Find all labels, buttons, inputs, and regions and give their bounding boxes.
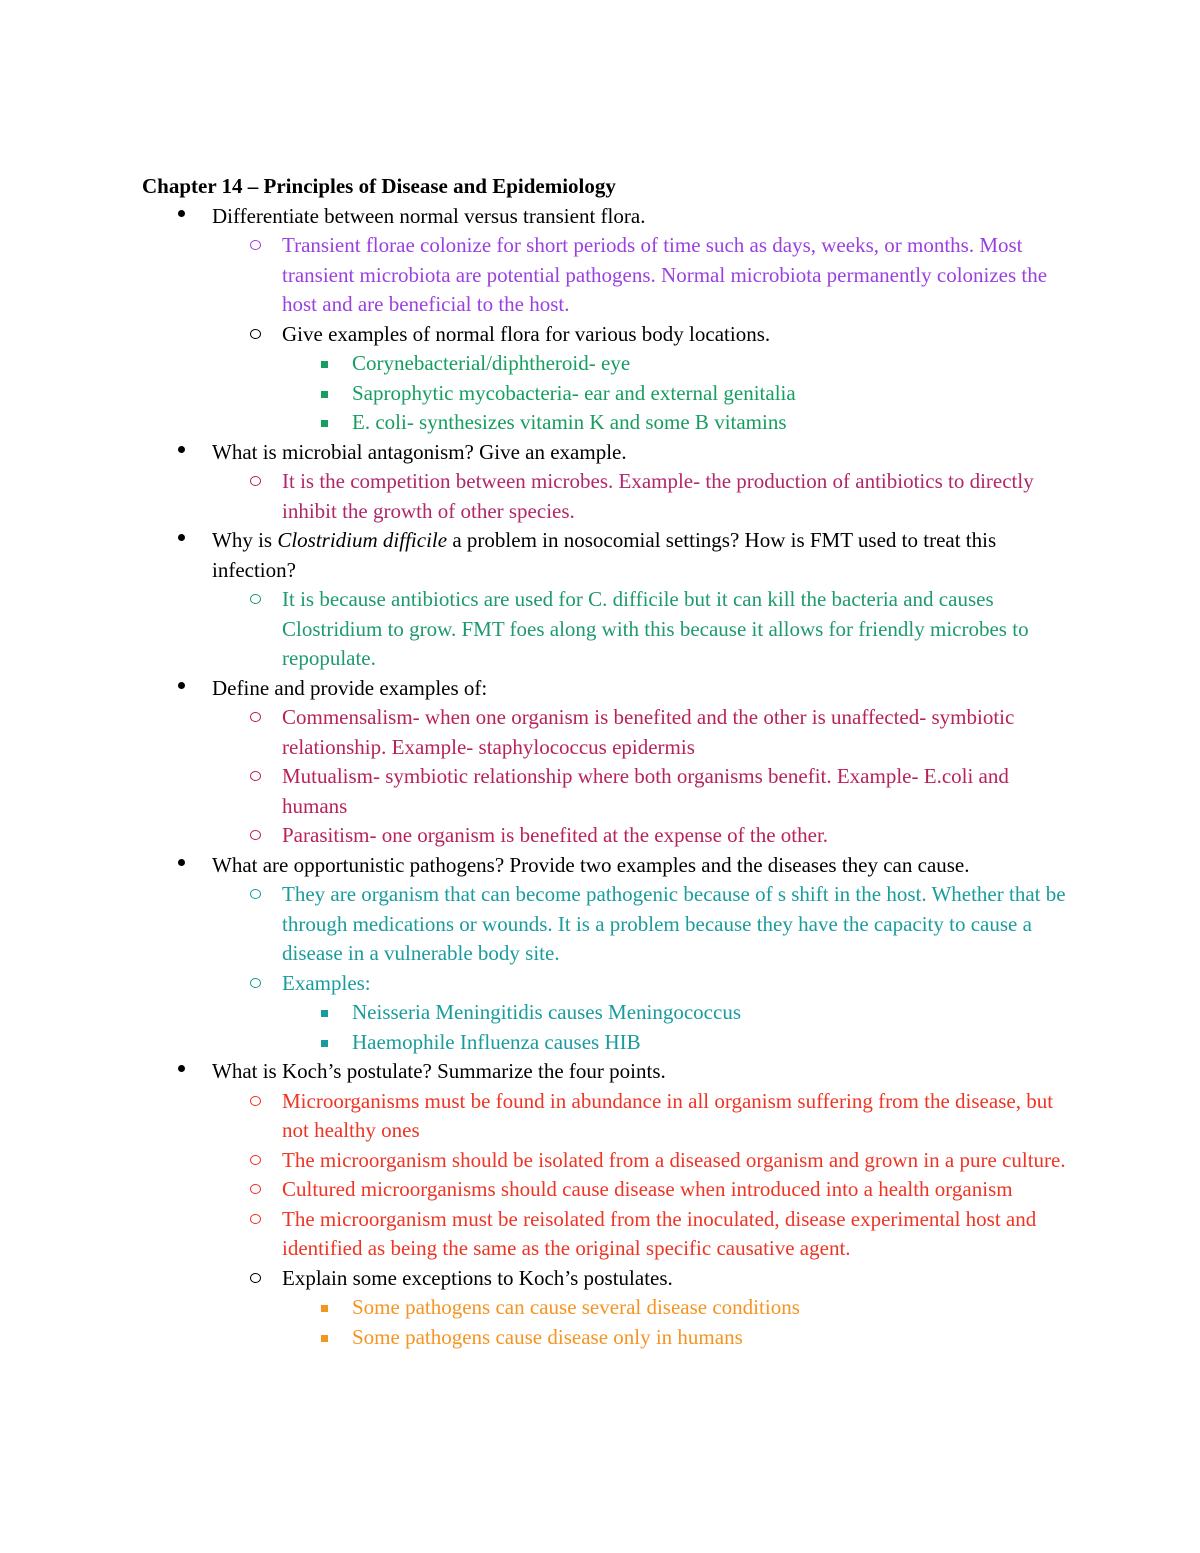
bullet-square-icon	[321, 1010, 328, 1017]
example-text: Corynebacterial/diphtheroid- eye	[352, 351, 631, 375]
postulate-text: The microorganism should be isolated from a diseased organism and grown in a pure culture.	[282, 1147, 1066, 1172]
list-item	[142, 821, 1072, 851]
question-opportunistic-pathogens	[142, 851, 1072, 881]
definition-text: Commensalism- when one organism is benefited and the other is unaffected- symbiotic relationship. Example- staphylococcus epidermis	[282, 705, 1015, 759]
bullet-dot-icon	[178, 534, 185, 541]
examples-label-item	[142, 969, 1072, 999]
question-define-relationships	[142, 674, 1072, 704]
examples-label: Examples:	[282, 970, 371, 995]
subquestion-koch-exceptions	[142, 1264, 1072, 1294]
subquestion-text: Explain some exceptions to Koch’s postulates.	[282, 1265, 673, 1290]
list-item	[142, 998, 1072, 1028]
bullet-dot-icon	[178, 1065, 185, 1072]
document-body	[142, 172, 1072, 1352]
exception-text: Some pathogens cause disease only in humans	[352, 1324, 743, 1349]
bullet-circle-icon	[250, 1214, 261, 1224]
bullet-circle-icon	[250, 830, 261, 840]
question-text-end: a problem in nosocomial settings? How is FMT used to treat this infection?	[212, 528, 997, 582]
answer-opportunistic-pathogens	[142, 880, 1072, 969]
question-kochs-postulate	[142, 1057, 1072, 1087]
question-text: What is Koch’s postulate? Summarize the four points.	[212, 1059, 666, 1083]
list-item	[142, 349, 1072, 379]
example-text: Saprophytic mycobacteria- ear and external genitalia	[352, 380, 796, 405]
bullet-square-icon	[321, 1305, 328, 1312]
list-item	[142, 1293, 1072, 1323]
bullet-circle-icon	[250, 240, 261, 250]
bullet-dot-icon	[178, 682, 185, 689]
answer-clostridium-difficile	[142, 585, 1072, 674]
bullet-square-icon	[321, 1335, 328, 1342]
question-text: What are opportunistic pathogens? Provide two examples and the diseases they can cause.	[212, 852, 970, 877]
list-item	[142, 408, 1072, 438]
question-list	[142, 202, 1072, 1353]
list-item	[142, 1146, 1072, 1176]
postulate-text: The microorganism must be reisolated from the inoculated, disease experimental host and identified as being the same as the original specific causative agent.	[282, 1206, 1037, 1260]
question-text: What is microbial antagonism? Give an example.	[212, 439, 627, 464]
list-item	[142, 703, 1072, 762]
question-text-start: Why is	[212, 528, 278, 552]
answer-microbial-antagonism	[142, 467, 1072, 526]
example-text: Haemophile Influenza causes HIB	[352, 1029, 641, 1054]
list-item	[142, 762, 1072, 821]
bullet-circle-icon	[250, 329, 261, 339]
bullet-square-icon	[321, 361, 328, 368]
subquestion-normal-flora-examples	[142, 320, 1072, 350]
question-microbial-antagonism	[142, 438, 1072, 468]
list-item	[142, 379, 1072, 409]
list-item	[142, 1087, 1072, 1146]
question-text: Define and provide examples of:	[212, 675, 488, 700]
exception-text: Some pathogens can cause several disease conditions	[352, 1295, 800, 1319]
subquestion-text: Give examples of normal flora for various body locations.	[282, 321, 771, 346]
postulate-text: Cultured microorganisms should cause disease when introduced into a health organism	[282, 1177, 1013, 1201]
bullet-circle-icon	[250, 978, 261, 988]
list-item	[142, 1323, 1072, 1353]
question-clostridium-difficile	[142, 526, 1072, 585]
example-text: E. coli- synthesizes vitamin K and some B vitamins	[352, 410, 787, 434]
answer-text: They are organism that can become pathogenic because of s shift in the host. Whether that be through medications or wounds. It is a problem because they have the capacity to cause a disease in a vulnerable body site.	[282, 882, 1066, 965]
bullet-square-icon	[321, 391, 328, 398]
bullet-circle-icon	[250, 1096, 261, 1106]
bullet-circle-icon	[250, 594, 261, 604]
list-item	[142, 1175, 1072, 1205]
bullet-square-icon	[321, 1040, 328, 1047]
bullet-circle-icon	[250, 1155, 261, 1165]
bullet-circle-icon	[250, 1184, 261, 1194]
bullet-square-icon	[321, 420, 328, 427]
definition-text: Mutualism- symbiotic relationship where both organisms benefit. Example- E.coli and humans	[282, 764, 1009, 818]
question-text: Differentiate between normal versus transient flora.	[212, 203, 646, 228]
answer-text: It is because antibiotics are used for C. difficile but it can kill the bacteria and causes Clostridium to grow. FMT foes along with this because it allows for friendly microbes to repopulate.	[282, 587, 1029, 670]
bullet-dot-icon	[178, 446, 185, 453]
bullet-circle-icon	[250, 771, 261, 781]
bullet-circle-icon	[250, 712, 261, 722]
bullet-dot-icon	[178, 210, 185, 217]
example-text: Neisseria Meningitidis causes Meningococcus	[352, 1000, 741, 1024]
list-item	[142, 1205, 1072, 1264]
list-item	[142, 1028, 1072, 1058]
question-normal-vs-transient-flora	[142, 202, 1072, 232]
definition-text: Parasitism- one organism is benefited at the expense of the other.	[282, 823, 829, 847]
answer-text: Transient florae colonize for short periods of time such as days, weeks, or months. Most transient microbiota are potential pathogens. Normal microbiota permanently colonizes the host and are beneficial to the host.	[282, 233, 1048, 316]
bullet-dot-icon	[178, 859, 185, 866]
postulate-text: Microorganisms must be found in abundance in all organism suffering from the disease, but not healthy ones	[282, 1088, 1054, 1142]
bullet-circle-icon	[250, 476, 261, 486]
species-name: Clostridium difficile	[277, 528, 448, 552]
bullet-circle-icon	[250, 889, 261, 899]
answer-transient-flora	[142, 231, 1072, 320]
bullet-circle-icon	[250, 1273, 261, 1283]
answer-text: It is the competition between microbes. Example- the production of antibiotics to directly inhibit the growth of other species.	[282, 469, 1034, 523]
chapter-title: Chapter 14 – Principles of Disease and Epidemiology	[142, 174, 616, 198]
